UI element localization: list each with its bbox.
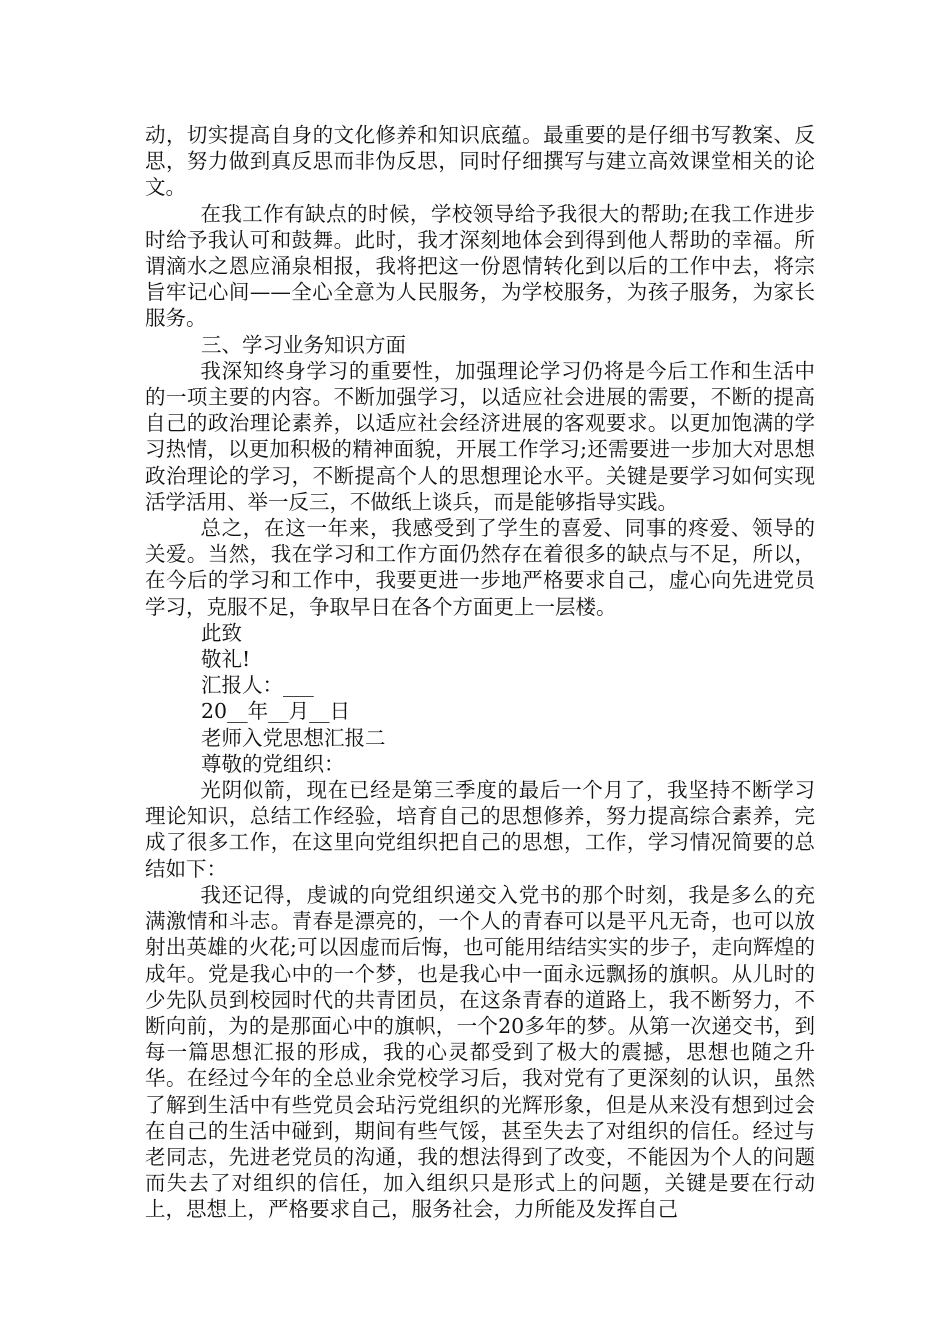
reporter-line: 汇报人：___ xyxy=(201,673,314,698)
date-line: 20__年__月__日 xyxy=(201,699,351,724)
paragraph-summary: 总之，在这一年来，我感受到了学生的喜爱、同事的疼爱、领导的关爱。当然，我在学习和工作方面仍然存在着很多的缺点与不足，所以，在今后的学习和工作中，我要更进一步地严格要求自己，虚心向先进党员学习，克服不足，争取早日在各个方面更上一层楼。 xyxy=(145,516,815,619)
closing-respect: 敬礼! xyxy=(201,647,251,672)
second-report-title: 老师入党思想汇报二 xyxy=(201,725,386,750)
paragraph-continuation: 动，切实提高自身的文化修养和知识底蕴。最重要的是仔细书写教案、反思，努力做到真反思而非伪反思，同时仔细撰写与建立高效课堂相关的论文。 xyxy=(145,123,815,200)
greeting-line: 尊敬的党组织： xyxy=(201,751,345,776)
paragraph-lifelong-learning: 我深知终身学习的重要性，加强理论学习仍将是今后工作和生活中的一项主要的内容。不断加强学习，以适应社会进展的需要，不断的提高自己的政治理论素养，以适应社会经济进展的客观要求。以更加饱满的学习热情，以更加积极的精神面貌，开展工作学习;还需要进一步加大对思想政治理论的学习，不断提高个人的思想理论水平。关键是要学习如何实现活学活用、举一反三，不做纸上谈兵，而是能够指导实践。 xyxy=(145,358,815,514)
section-heading-study: 三、学习业务知识方面 xyxy=(201,332,406,357)
paragraph-leadership-help: 在我工作有缺点的时候，学校领导给予我很大的帮助;在我工作进步时给予我认可和鼓舞。此时，我才深刻地体会到得到他人帮助的幸福。所谓滴水之恩应涌泉相报，我将把这一份恩情转化到以后的工作中去，将宗旨牢记心间——全心全意为人民服务，为学校服务，为孩子服务，为家长服务。 xyxy=(145,201,815,331)
paragraph-party-dream: 我还记得，虔诚的向党组织递交入党书的那个时刻，我是多么的充满激情和斗志。青春是漂亮的，一个人的青春可以是平凡无奇，也可以放射出英雄的火花;可以因虚而后悔，也可能用结结实实的步子，走向辉煌的成年。党是我心中的一个梦，也是我心中一面永远飘扬的旗帜。从儿时的少先队员到校园时代的共青团员，在这条青春的道路上，我不断努力，不断向前，为的是那面心中的旗帜，一个20多年的梦。从第一次递交书，到每一篇思想汇报的形成，我的心灵都受到了极大的震撼，思想也随之升华。在经过今年的全总业余党校学习后，我对党有了更深刻的认识，虽然了解到生活中有些党员会玷污党组织的光辉形象，但是从来没有想到过会在自己的生活中碰到，期间有些气馁，甚至失去了对组织的信任。经过与老同志，先进老党员的沟通，我的想法得到了改变，不能因为个人的问题而失去了对组织的信任，加入组织只是形式上的问题，关键是要在行动上，思想上，严格要求自己，服务社会，力所能及发挥自己 xyxy=(145,882,815,1222)
closing-salutation: 此致 xyxy=(201,620,242,645)
document-body xyxy=(145,122,815,1223)
paragraph-third-quarter: 光阴似箭，现在已经是第三季度的最后一个月了，我坚持不断学习理论知识，总结工作经验，培育自己的思想修养，努力提高综合素养，完成了很多工作，在这里向党组织把自己的思想，工作，学习情况简要的总结如下： xyxy=(145,778,815,881)
